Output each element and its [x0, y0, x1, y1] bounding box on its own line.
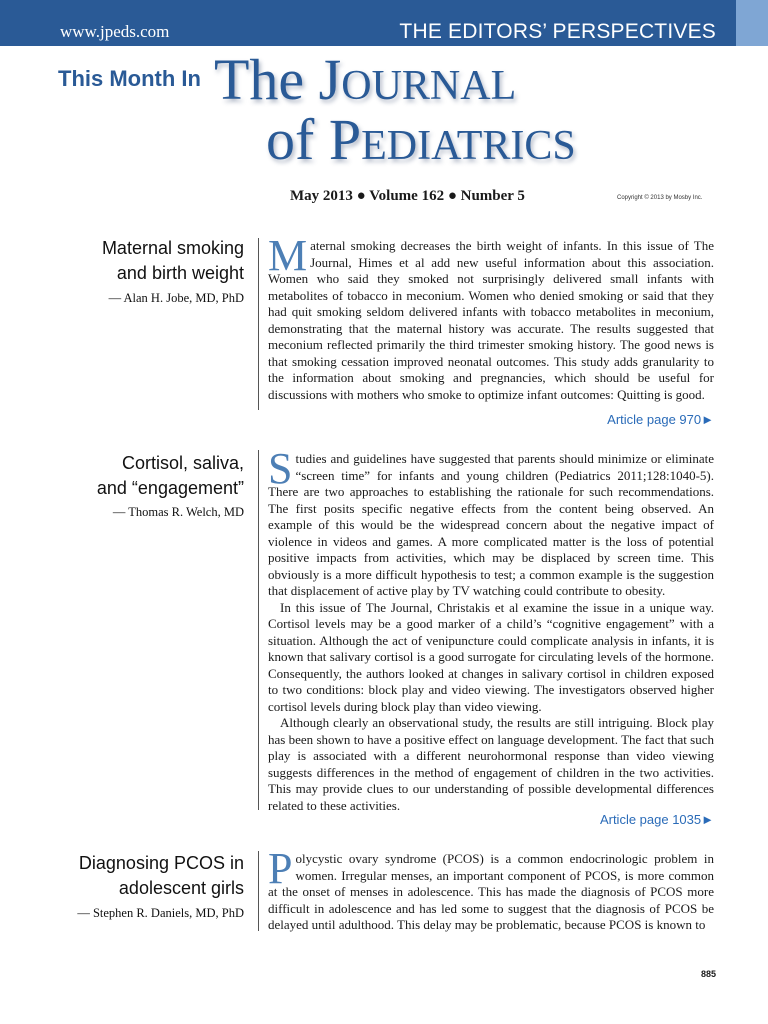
- article-1-body: [268, 231, 714, 403]
- this-month-label: This Month In: [58, 66, 201, 91]
- article-2-para-1: Studies and guidelines have suggested that parents should minimize or eliminate “screen time” for infants and young children (Pediatrics 2011;128:1040-5). There are two approaches to establishing the rationale for such recommendations. The first posits specific negative effects from the content being observed. An example of this would be the widespread concern about the negative impact of violence in videos and games. A more complicated matter is the loss of potential positive impacts from activities, which may be displaced by screen time. This obviously is a more difficult hypothesis to test; a common example is the suggestion that displacement of active play by TV watching could contribute to obesity.: [268, 444, 714, 598]
- article-2-title-line-1: Cortisol, saliva,: [121, 453, 244, 473]
- article-3-title-line-2: adolescent girls: [118, 878, 244, 898]
- journal-url-link[interactable]: www.jpeds.com: [60, 22, 170, 41]
- mast-ournal: OURNAL: [341, 63, 517, 109]
- article-1-page-link[interactable]: Article page 970►: [607, 412, 714, 427]
- article-2-para-3: Although clearly an observational study, the results are still intriguing. Block play has been shown to have a positive effect on language development. The fact that such play is associated with a different neurohormonal response than video viewing suggests differences in the method of engagement of children in the two activities. This may provide clues to our understanding of possible developmental differences related to these activities.: [268, 715, 714, 813]
- mast-j: J: [318, 47, 342, 112]
- article-1-author: — Alan H. Jobe, MD, PhD: [108, 291, 244, 305]
- divider-article-2: [258, 450, 259, 810]
- article-1-para-1: Maternal smoking decreases the birth weight of infants. In this issue of The Journal, Himes et al add new useful information about this association. Women who said they smoked not surprisingly delivered small infants with metabolites of tobacco in meconium. Women who denied smoking or said that they had quit smoking seldom delivered infants with tobacco metabolites in meconium, demonstrating that the maternal history was accurate. The results suggested that meconium reflected primarily the third trimester smoking history. The good news is that smoking cessation improved neonatal outcomes. This study adds granularity to the information about smoking and pregnancies, which should be useful for discussions with mothers who smoke to optimize infant outcomes: Quitting is good.: [268, 231, 714, 402]
- mast-p: P: [328, 107, 362, 172]
- divider-article-3: [258, 851, 259, 931]
- copyright-notice: Copyright © 2013 by Mosby Inc.: [617, 195, 703, 201]
- divider-article-1: [258, 238, 259, 410]
- mast-ediatrics: EDIATRICS: [361, 123, 576, 169]
- article-2-author: — Thomas R. Welch, MD: [112, 505, 244, 519]
- article-3-title: [44, 851, 244, 901]
- article-2-title-line-2: and “engagement”: [96, 478, 244, 498]
- issue-info: May 2013 ● Volume 162 ● Number 5: [290, 188, 525, 204]
- article-3-title-line-1: Diagnosing PCOS in: [78, 853, 244, 873]
- masthead-line-2: [266, 107, 576, 176]
- article-3-body: [268, 844, 714, 934]
- article-2-page-link[interactable]: Article page 1035►: [599, 812, 714, 827]
- mast-the: The: [214, 47, 305, 112]
- page-number: 885: [700, 969, 716, 979]
- article-2-body: [268, 444, 714, 814]
- drop-cap: P: [268, 844, 293, 893]
- article-1-title-line-1: Maternal smoking: [101, 238, 244, 258]
- article-3-author: — Stephen R. Daniels, MD, PhD: [77, 906, 244, 920]
- article-2-para-2: In this issue of The Journal, Christakis et al examine the issue in a unique way. Cortisol levels may be a good marker of a child’s “cognitive engagement” with a situation. Although the act of venipuncture could complicate analysis in infants, it is known that salivary cortisol is a good surrogate for circulating levels of the hormone. Consequently, the authors looked at changes in salivary cortisol in children exposed to two conditions: block play and video viewing. The investigators observed higher cortisol levels during block play than video viewing.: [268, 599, 714, 714]
- masthead-line-1: [214, 47, 517, 116]
- article-1-title: [44, 236, 244, 286]
- article-3-para-1: Polycystic ovary syndrome (PCOS) is a common endocrinologic problem in women. Irregular menses, an important component of PCOS, is more common at the onset of menses in adolescence. This has made the diagnosis of PCOS more difficult in adolescence and has led some to suggest that the diagnosis of PCOS be delayed until adulthood. This delay may be problematic, because PCOS is known to: [268, 844, 714, 932]
- header-corner-block: [736, 0, 768, 46]
- article-2-title: [44, 451, 244, 501]
- drop-cap: M: [268, 231, 308, 280]
- section-title: THE EDITORS’ PERSPECTIVES: [399, 20, 716, 43]
- drop-cap: S: [268, 444, 293, 493]
- mast-of: of: [266, 107, 315, 172]
- article-1-title-line-2: and birth weight: [116, 263, 244, 283]
